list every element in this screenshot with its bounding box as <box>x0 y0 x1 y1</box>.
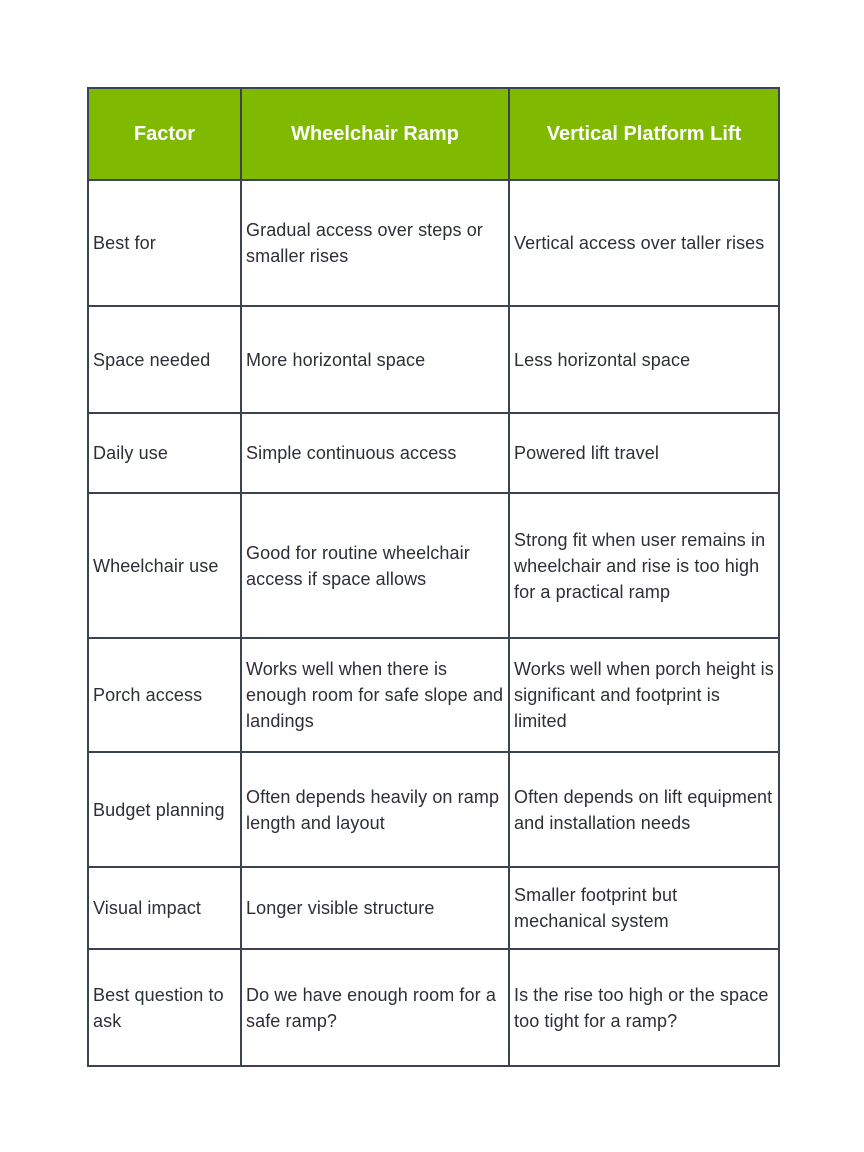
table-row <box>88 180 779 306</box>
factor-cell: Daily use <box>88 413 241 493</box>
ramp-cell: More horizontal space <box>241 306 509 413</box>
factor-cell: Porch access <box>88 638 241 752</box>
lift-cell: Is the rise too high or the space too tight for a ramp? <box>509 949 779 1066</box>
table-row <box>88 413 779 493</box>
lift-cell: Vertical access over taller rises <box>509 180 779 306</box>
table-header-row <box>88 88 779 180</box>
ramp-cell: Often depends heavily on ramp length and layout <box>241 752 509 867</box>
table-row <box>88 867 779 949</box>
factor-cell: Best question to ask <box>88 949 241 1066</box>
lift-cell: Less horizontal space <box>509 306 779 413</box>
ramp-cell: Simple continuous access <box>241 413 509 493</box>
lift-cell: Powered lift travel <box>509 413 779 493</box>
lift-cell: Often depends on lift equipment and installation needs <box>509 752 779 867</box>
header-vertical-platform-lift: Vertical Platform Lift <box>509 88 779 180</box>
comparison-table <box>87 87 780 1067</box>
table-row <box>88 306 779 413</box>
factor-cell: Budget planning <box>88 752 241 867</box>
table-row <box>88 752 779 867</box>
factor-cell: Space needed <box>88 306 241 413</box>
factor-cell: Best for <box>88 180 241 306</box>
ramp-cell: Longer visible structure <box>241 867 509 949</box>
table-row <box>88 638 779 752</box>
factor-cell: Wheelchair use <box>88 493 241 638</box>
lift-cell: Strong fit when user remains in wheelchair and rise is too high for a practical ramp <box>509 493 779 638</box>
table-row <box>88 949 779 1066</box>
header-wheelchair-ramp: Wheelchair Ramp <box>241 88 509 180</box>
table-row <box>88 493 779 638</box>
factor-cell: Visual impact <box>88 867 241 949</box>
lift-cell: Works well when porch height is significant and footprint is limited <box>509 638 779 752</box>
ramp-cell: Do we have enough room for a safe ramp? <box>241 949 509 1066</box>
header-factor: Factor <box>88 88 241 180</box>
lift-cell: Smaller footprint but mechanical system <box>509 867 779 949</box>
ramp-cell: Works well when there is enough room for safe slope and landings <box>241 638 509 752</box>
ramp-cell: Good for routine wheelchair access if space allows <box>241 493 509 638</box>
ramp-cell: Gradual access over steps or smaller rises <box>241 180 509 306</box>
